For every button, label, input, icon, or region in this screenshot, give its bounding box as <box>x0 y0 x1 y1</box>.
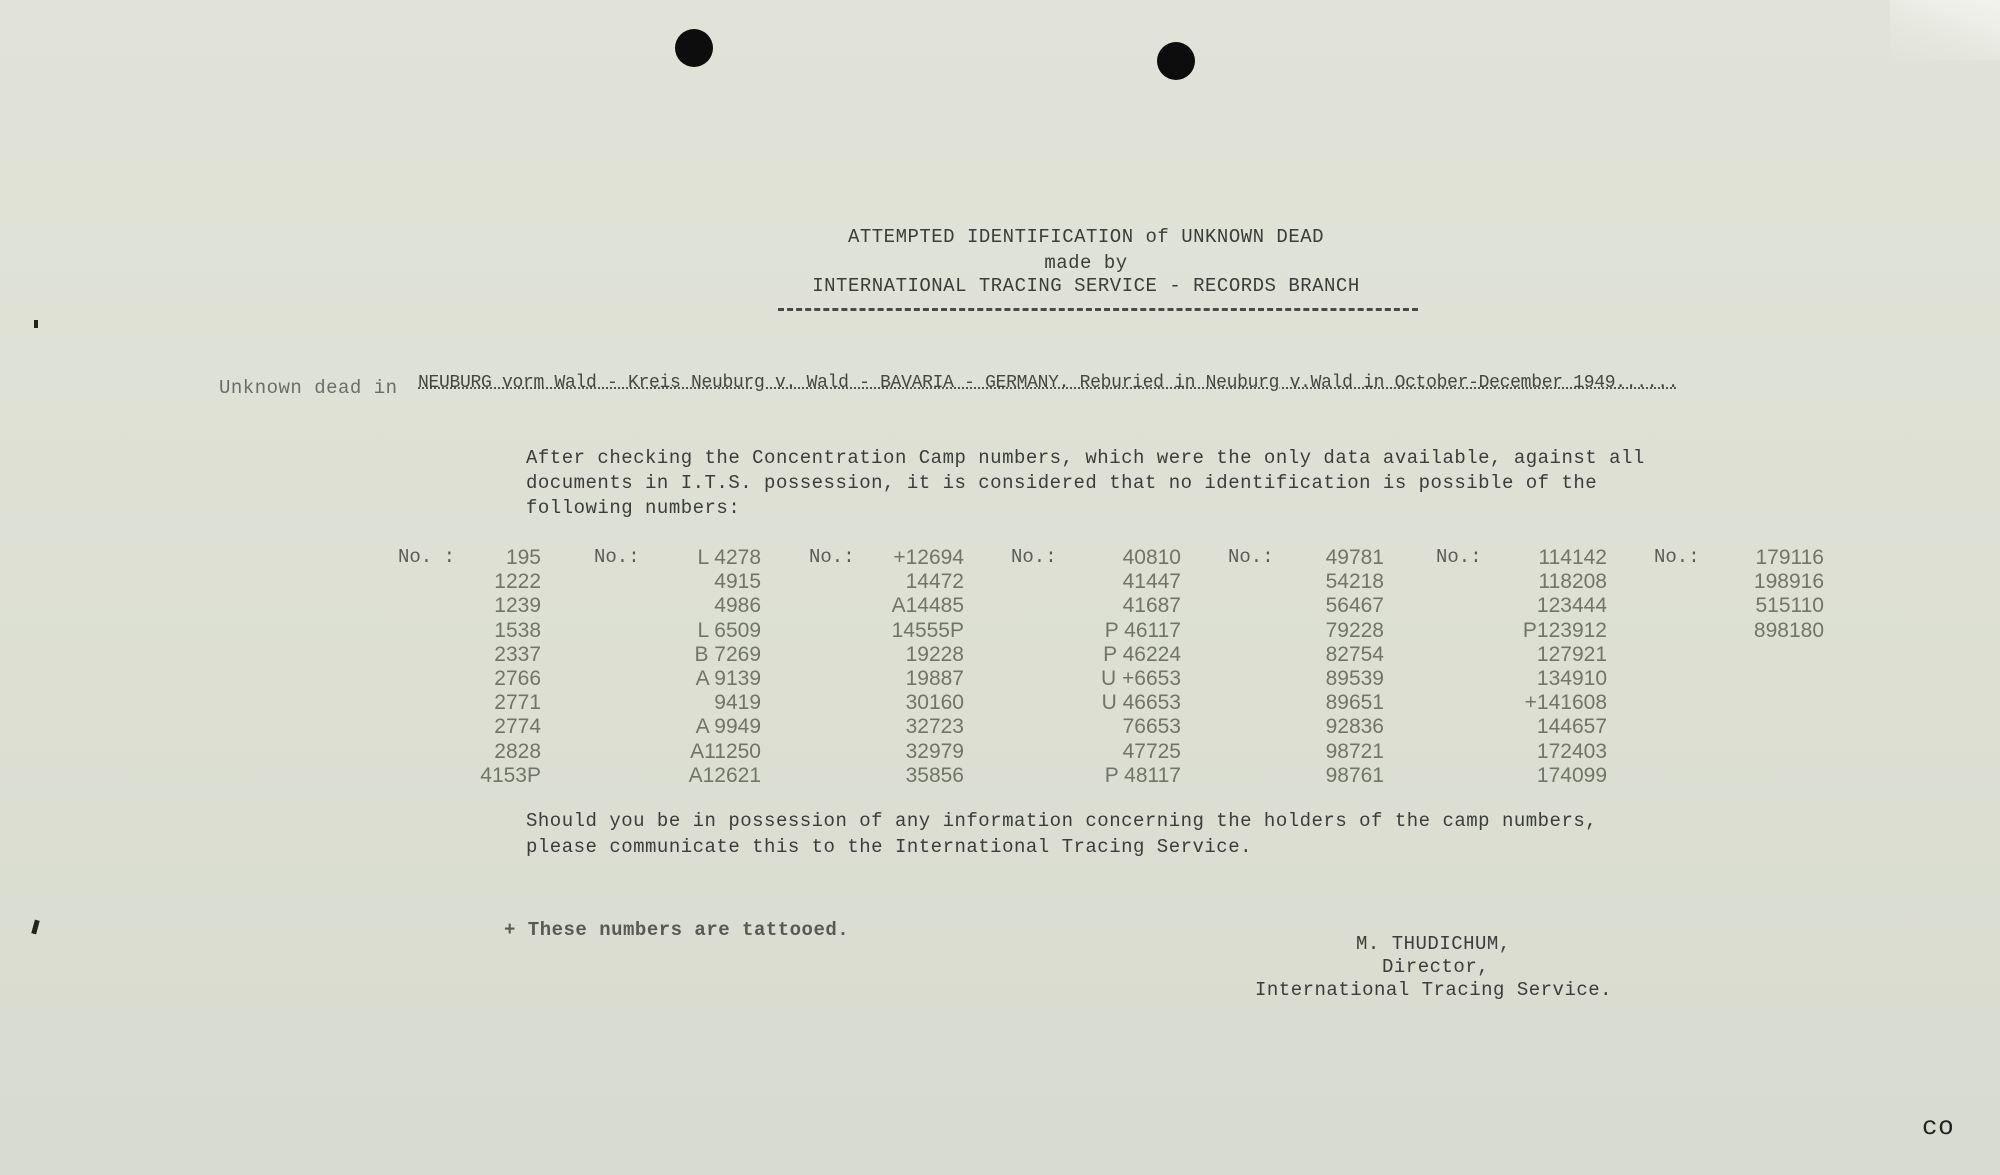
camp-number: L 4278 <box>697 546 761 569</box>
corner-mark: co <box>1922 1112 1955 1142</box>
camp-number: +141608 <box>1524 691 1607 715</box>
column-label: No.: <box>1011 546 1057 568</box>
camp-number: L 6509 <box>697 618 761 642</box>
number-column <box>1754 546 1824 643</box>
camp-number: 2774 <box>494 715 541 739</box>
camp-number: 47725 <box>1122 739 1181 763</box>
camp-number: 41687 <box>1122 594 1181 618</box>
camp-number: 54218 <box>1325 570 1384 594</box>
signature-org: International Tracing Service. <box>1255 979 1613 1001</box>
column-label: No.: <box>809 546 855 568</box>
camp-number: 4915 <box>714 570 761 594</box>
camp-number: 89651 <box>1325 691 1384 715</box>
punch-hole-right <box>1157 42 1195 80</box>
tattoo-footnote: + These numbers are tattooed. <box>504 919 850 941</box>
camp-number: 14472 <box>905 570 964 594</box>
number-column <box>689 546 761 788</box>
camp-number: P 48117 <box>1104 763 1181 787</box>
camp-number: 40810 <box>1122 546 1181 569</box>
camp-number: A11250 <box>690 739 761 763</box>
camp-number: 41447 <box>1122 570 1181 594</box>
camp-number: 92836 <box>1325 715 1384 739</box>
camp-number: A 9139 <box>695 667 761 691</box>
camp-number: 30160 <box>905 691 964 715</box>
camp-number: P 46117 <box>1104 618 1181 642</box>
camp-number: 56467 <box>1325 594 1384 618</box>
camp-number: 198916 <box>1753 570 1824 594</box>
camp-number: 195 <box>505 546 541 569</box>
camp-number: 144657 <box>1536 715 1607 739</box>
camp-number: 4986 <box>714 594 761 618</box>
punch-hole-left <box>675 29 713 67</box>
camp-number: P123912 <box>1522 618 1607 642</box>
camp-number: 1239 <box>494 594 541 618</box>
camp-number: 1538 <box>494 618 541 642</box>
camp-number: 2828 <box>494 739 541 763</box>
camp-number: 118208 <box>1538 570 1607 594</box>
camp-number: B 7269 <box>694 642 761 666</box>
signature-title: Director, <box>1382 956 1490 978</box>
camp-number: 19228 <box>905 642 964 666</box>
intro-line-3: following numbers: <box>526 497 741 519</box>
title-divider <box>778 308 1418 311</box>
page-corner-fold <box>1890 0 2000 60</box>
camp-number: 123444 <box>1536 594 1607 618</box>
number-column <box>1101 546 1181 788</box>
camp-number: +12694 <box>893 546 964 569</box>
camp-number: A12621 <box>688 763 761 787</box>
camp-number: 4153P <box>480 763 541 787</box>
column-label: No. : <box>398 546 456 568</box>
camp-number: 89539 <box>1325 667 1384 691</box>
camp-number: 76653 <box>1122 715 1181 739</box>
number-column <box>1326 546 1384 788</box>
camp-number: A 9949 <box>695 715 761 739</box>
title-line-1: ATTEMPTED IDENTIFICATION of UNKNOWN DEAD <box>847 226 1325 248</box>
camp-number: 2337 <box>494 642 541 666</box>
camp-number: 49781 <box>1325 546 1384 569</box>
column-label: No.: <box>594 546 640 568</box>
camp-number: 14555P <box>891 618 964 642</box>
camp-number: 134910 <box>1536 667 1607 691</box>
camp-number: 98721 <box>1325 739 1384 763</box>
camp-number: 9419 <box>714 691 761 715</box>
camp-number: 179116 <box>1755 546 1824 569</box>
camp-number: 2766 <box>494 667 541 691</box>
camp-number: 82754 <box>1325 642 1384 666</box>
camp-number: U +6653 <box>1101 667 1181 691</box>
number-column <box>892 546 964 788</box>
column-label: No.: <box>1654 546 1700 568</box>
camp-number: U 46653 <box>1101 691 1181 715</box>
title-line-3: INTERNATIONAL TRACING SERVICE - RECORDS BRANCH <box>812 275 1360 297</box>
camp-number: 174099 <box>1536 763 1607 787</box>
title-line-2: made by <box>1044 252 1128 274</box>
closing-line-1: Should you be in possession of any information concerning the holders of the camp numbers, <box>526 810 1598 832</box>
location-prefix: Unknown dead in <box>219 377 398 399</box>
intro-line-1: After checking the Concentration Camp numbers, which were the only data available, against all <box>526 447 1645 469</box>
camp-number: 98761 <box>1325 763 1384 787</box>
camp-number: 1222 <box>494 570 541 594</box>
camp-number: 32979 <box>905 739 964 763</box>
camp-number: 515110 <box>1755 594 1824 618</box>
column-label: No.: <box>1436 546 1482 568</box>
camp-number: A14485 <box>891 594 964 618</box>
camp-number: 32723 <box>905 715 964 739</box>
camp-number: 114142 <box>1538 546 1607 569</box>
camp-number: 898180 <box>1753 618 1824 642</box>
camp-number: 172403 <box>1536 739 1607 763</box>
location-value: NEUBURG vorm Wald - Kreis Neuburg v. Wald - BAVARIA - GERMANY. Reburied in Neuburg v.Wald in October-December 1949...... <box>418 373 1679 393</box>
intro-line-2: documents in I.T.S. possession, it is considered that no identification is possible of the <box>526 472 1598 494</box>
number-column <box>480 546 541 788</box>
camp-number: P 46224 <box>1103 642 1181 666</box>
column-label: No.: <box>1228 546 1274 568</box>
camp-number: 2771 <box>494 691 541 715</box>
camp-number: 127921 <box>1536 642 1607 666</box>
closing-line-2: please communicate this to the International Tracing Service. <box>526 836 1253 858</box>
camp-number: 19887 <box>905 667 964 691</box>
margin-mark <box>34 320 38 328</box>
number-column <box>1523 546 1607 788</box>
camp-number: 35856 <box>905 763 964 787</box>
camp-number: 79228 <box>1325 618 1384 642</box>
signature-name: M. THUDICHUM, <box>1356 933 1511 955</box>
